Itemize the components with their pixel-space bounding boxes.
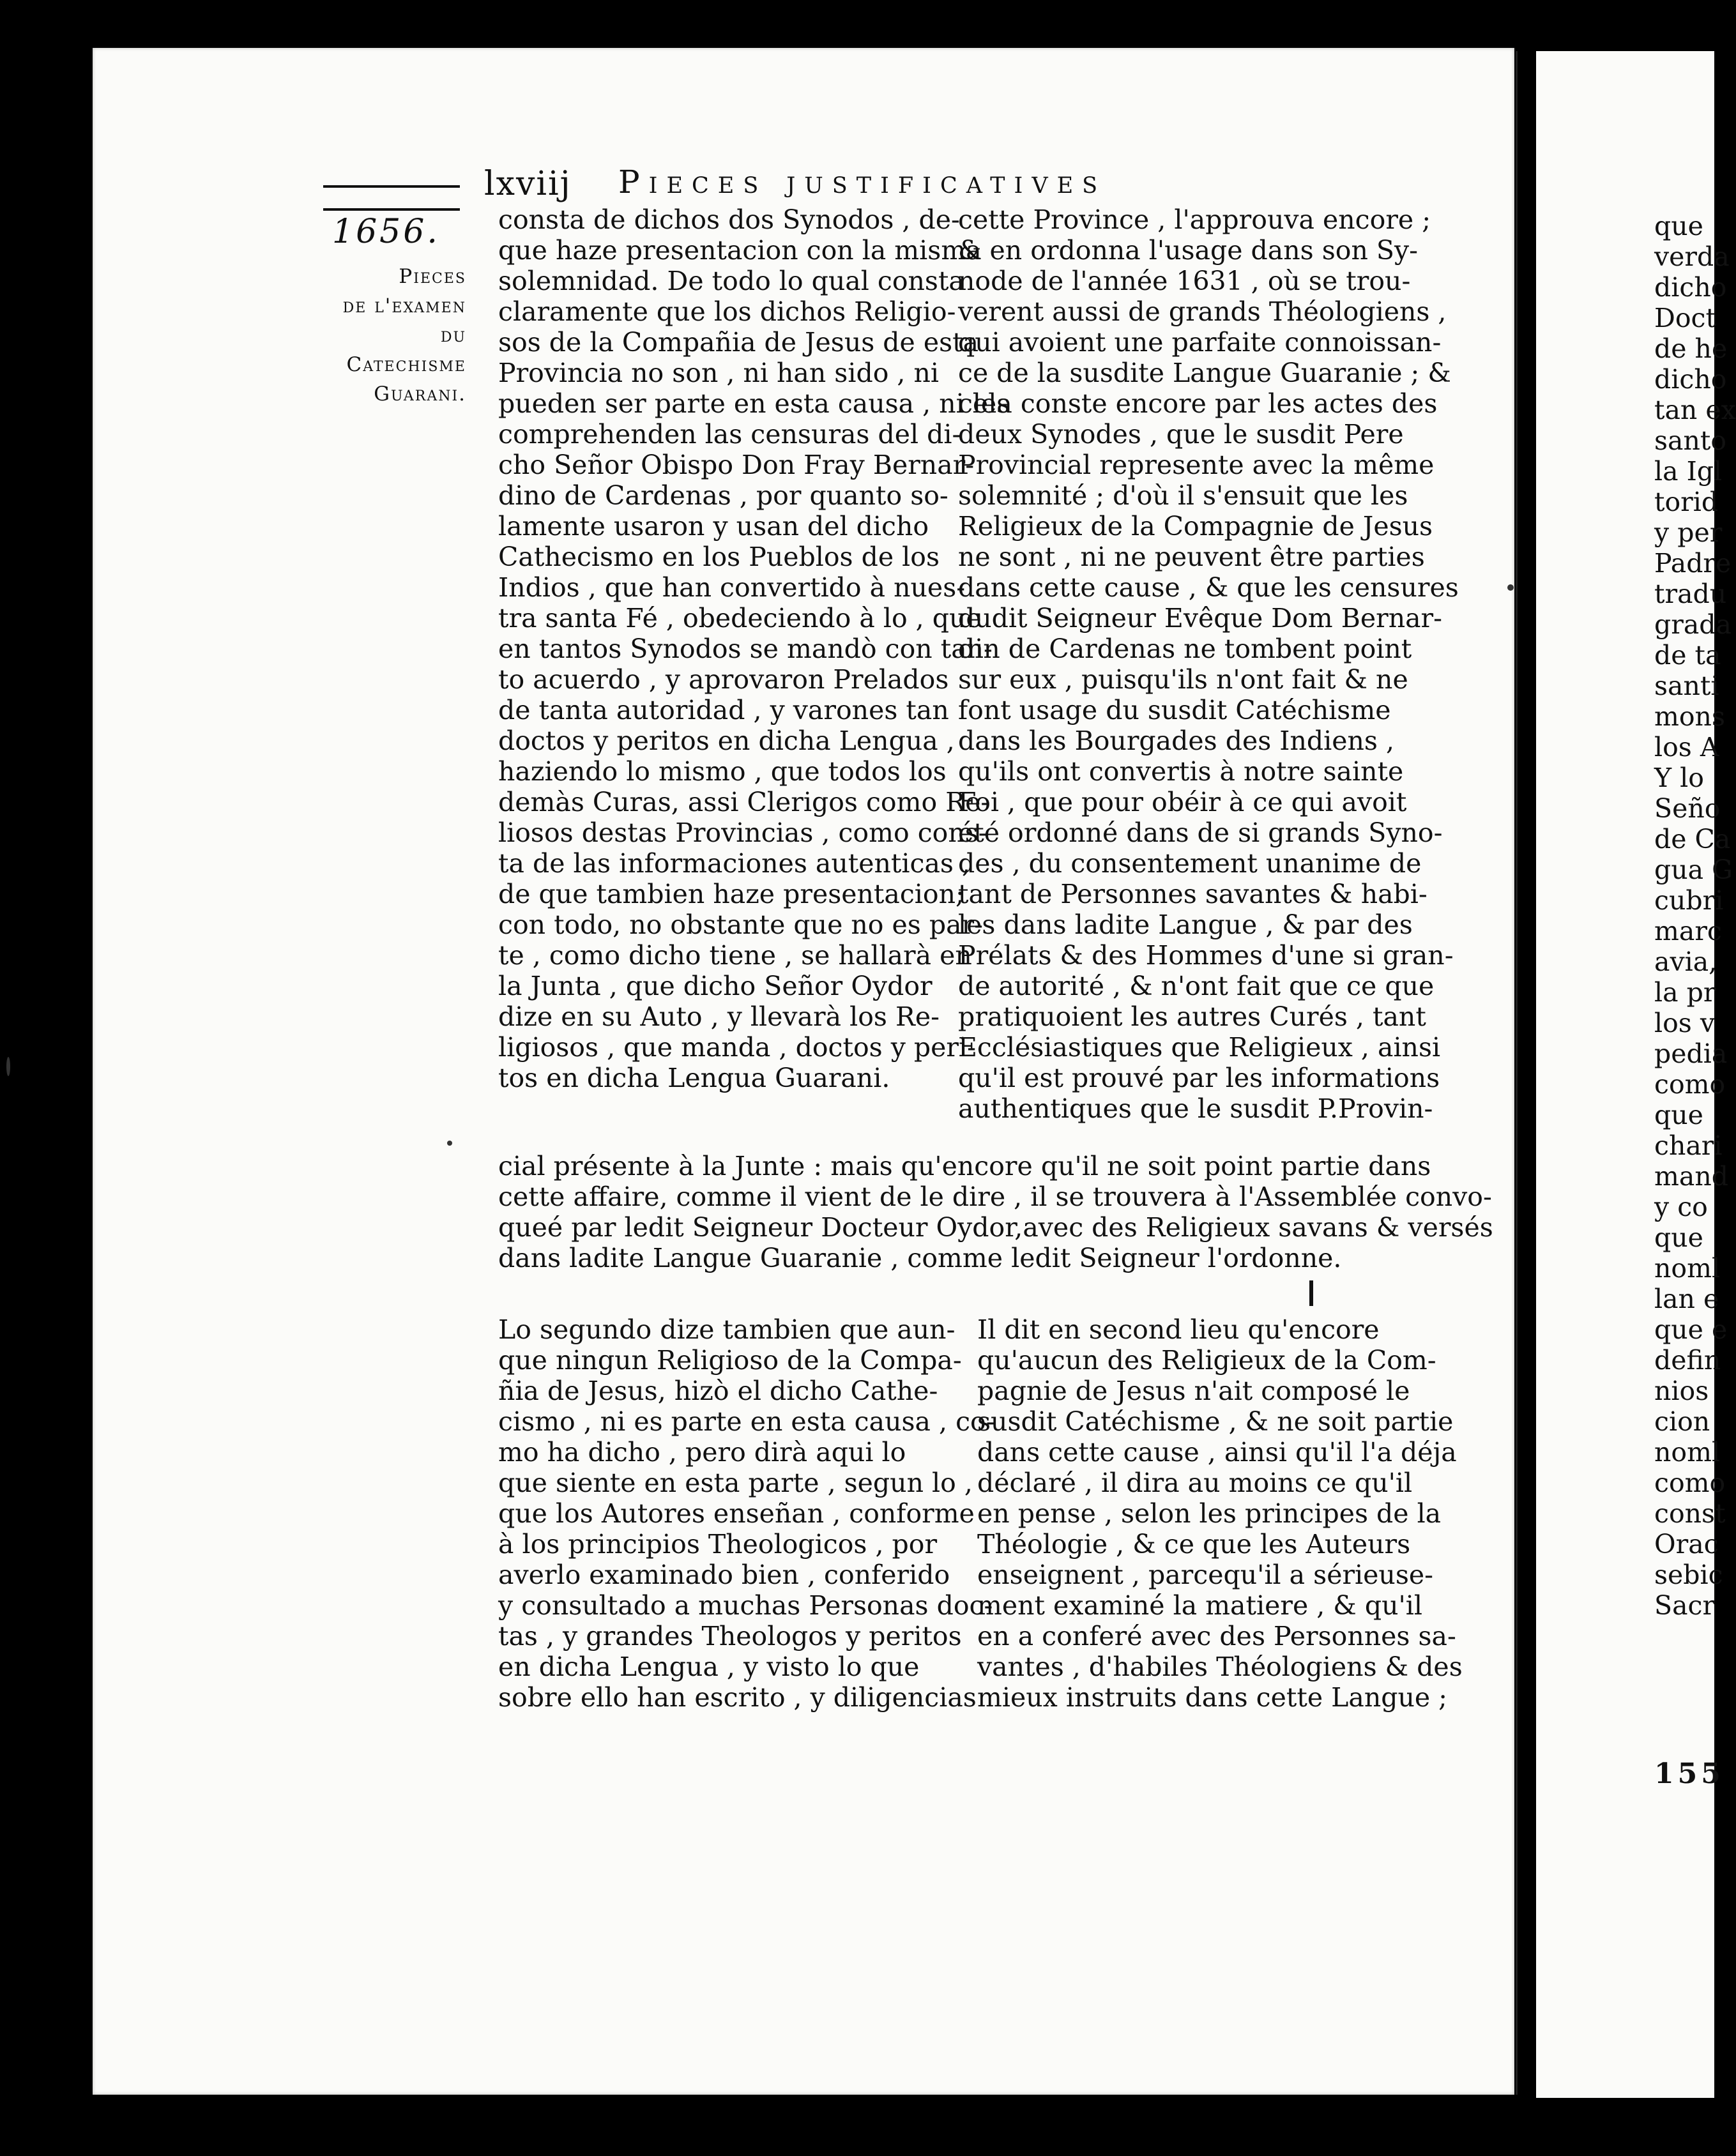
text-line: la pr xyxy=(1654,977,1716,1008)
text-line: claramente que los dichos Religio- xyxy=(498,296,956,327)
text-line: authentiques que le susdit P.Provin- xyxy=(958,1093,1433,1124)
text-line: tos en dicha Lengua Guarani. xyxy=(498,1063,890,1093)
text-line: de autorité , & n'ont fait que ce que xyxy=(958,971,1435,1001)
text-line: dans ladite Langue Guaranie , comme ledit Seigneur l'ordonne. xyxy=(498,1243,1342,1273)
text-line: liosos destas Provincias , como cons- xyxy=(498,817,987,848)
text-line: de he xyxy=(1654,333,1728,364)
text-line: cela conste encore par les actes des xyxy=(958,388,1438,419)
spanish-column-1 xyxy=(498,204,1010,1093)
text-line: comprehenden las censuras del di- xyxy=(498,419,961,450)
text-line: Lo segundo dize tambien que aun- xyxy=(498,1314,956,1345)
text-line: la Igl xyxy=(1654,456,1723,487)
text-line: const xyxy=(1654,1498,1726,1529)
next-page-column xyxy=(1654,211,1736,1621)
text-line: los v xyxy=(1654,1008,1716,1038)
margin-note xyxy=(319,262,466,409)
text-line: dicho xyxy=(1654,364,1727,395)
text-line: ment examiné la matiere , & qu'il xyxy=(977,1590,1422,1621)
text-line: enseignent , parcequ'il a sérieuse- xyxy=(977,1560,1433,1590)
margin-note-line: Catechisme xyxy=(346,353,466,376)
text-line: los A xyxy=(1654,732,1719,763)
ink-speck xyxy=(1507,584,1514,591)
margin-note-line: Pieces xyxy=(399,265,466,288)
text-line: de ta xyxy=(1654,640,1721,671)
text-line: que xyxy=(1654,1100,1703,1130)
text-line: santi xyxy=(1654,671,1719,701)
text-line: Foi , que pour obéir à ce qui avoit xyxy=(958,787,1407,817)
text-line: déclaré , il dira au moins ce qu'il xyxy=(977,1468,1413,1498)
text-line: lan e xyxy=(1654,1284,1719,1314)
text-line: de tanta autoridad , y varones tan xyxy=(498,695,949,725)
text-line: mand xyxy=(1654,1161,1728,1192)
margin-year: 1656. xyxy=(332,213,440,251)
text-line: mieux instruits dans cette Langue ; xyxy=(977,1682,1447,1713)
text-line: été ordonné dans de si grands Syno- xyxy=(958,817,1443,848)
text-line: demàs Curas, assi Clerigos como Re- xyxy=(498,787,990,817)
text-line: to acuerdo , y aprovaron Prelados xyxy=(498,664,949,695)
text-line: dicho xyxy=(1654,272,1727,303)
text-line: font usage du susdit Catéchisme xyxy=(958,695,1391,725)
text-line: en tantos Synodos se mandò con tan- xyxy=(498,634,993,664)
text-line: node de l'année 1631 , où se trou- xyxy=(958,266,1411,296)
text-line: Prélats & des Hommes d'une si gran- xyxy=(958,940,1454,971)
text-line: que siente en esta parte , segun lo , xyxy=(498,1468,973,1498)
text-line: noml xyxy=(1654,1253,1721,1284)
french-column-1 xyxy=(958,204,1459,1124)
text-line: cho Señor Obispo Don Fray Bernar- xyxy=(498,450,975,480)
text-line: tant de Personnes savantes & habi- xyxy=(958,879,1428,909)
text-line: dino de Cardenas , por quanto so- xyxy=(498,480,948,511)
text-line: Ecclésiastiques que Religieux , ainsi xyxy=(958,1032,1441,1063)
text-line: ne sont , ni ne peuvent être parties xyxy=(958,542,1425,572)
text-line: como xyxy=(1654,1468,1726,1498)
text-line: & en ordonna l'usage dans son Sy- xyxy=(958,235,1418,266)
text-line: dans cette cause , & que les censures xyxy=(958,572,1459,603)
text-line: solemnité ; d'où il s'ensuit que les xyxy=(958,480,1408,511)
text-line: y consultado a muchas Personas doc- xyxy=(498,1590,993,1621)
text-line: cette Province , l'approuva encore ; xyxy=(958,204,1431,235)
text-line: Doct xyxy=(1654,303,1716,333)
text-line: à los principios Theologicos , por xyxy=(498,1529,938,1560)
text-line: Il dit en second lieu qu'encore xyxy=(977,1314,1380,1345)
french-column-2 xyxy=(977,1314,1463,1713)
text-line: nios xyxy=(1654,1376,1709,1406)
text-line: te , como dicho tiene , se hallarà en xyxy=(498,940,972,971)
text-line: marc xyxy=(1654,916,1722,946)
text-line: Seño xyxy=(1654,793,1721,824)
text-line: Y lo xyxy=(1654,763,1704,793)
text-line: cette affaire, comme il vient de le dire , il se trouvera à l'Assemblée convo- xyxy=(498,1181,1492,1212)
text-line: verda xyxy=(1654,241,1730,272)
text-line: Padre xyxy=(1654,548,1732,579)
margin-note-line: du xyxy=(440,324,466,347)
text-line: pueden ser parte en esta causa , ni les xyxy=(498,388,1010,419)
text-line: dans les Bourgades des Indiens , xyxy=(958,725,1395,756)
text-line: tan ex xyxy=(1654,395,1736,425)
text-line: defin xyxy=(1654,1345,1721,1376)
text-line: mons xyxy=(1654,701,1726,732)
text-line: ta de las informaciones autenticas , xyxy=(498,848,971,879)
page-number: lxviij xyxy=(484,165,572,203)
text-line: y per xyxy=(1654,517,1723,548)
text-line: haziendo lo mismo , que todos los xyxy=(498,756,947,787)
text-line: de Ca xyxy=(1654,824,1731,854)
text-line: mo ha dicho , pero dirà aqui lo xyxy=(498,1437,906,1468)
text-line: y co xyxy=(1654,1192,1708,1222)
text-line: como xyxy=(1654,1069,1726,1100)
text-line: des , du consentement unanime de xyxy=(958,848,1422,879)
text-line: Indios , que han convertido à nues- xyxy=(498,572,966,603)
page-gutter xyxy=(1516,51,1518,2095)
text-line: sos de la Compañia de Jesus de esta xyxy=(498,327,979,358)
text-line: la Junta , que dicho Señor Oydor xyxy=(498,971,933,1001)
text-line: deux Synodes , que le susdit Pere xyxy=(958,419,1404,450)
text-line: en a conferé avec des Personnes sa- xyxy=(977,1621,1456,1651)
text-line: cubri xyxy=(1654,885,1724,916)
text-line: ligiosos , que manda , doctos y peri- xyxy=(498,1032,976,1063)
text-line: torid xyxy=(1654,487,1719,517)
text-line: qu'il est prouvé par les informations xyxy=(958,1063,1440,1093)
text-line: Provincia no son , ni han sido , ni xyxy=(498,358,939,388)
text-line: queé par ledit Seigneur Docteur Oydor,avec des Religieux savans & versés xyxy=(498,1212,1493,1243)
paragraph-end-mark xyxy=(1309,1280,1313,1306)
text-line: sebic xyxy=(1654,1560,1723,1590)
text-line: ce de la susdite Langue Guaranie ; & xyxy=(958,358,1451,388)
text-line: gua G xyxy=(1654,854,1733,885)
text-line: qu'aucun des Religieux de la Com- xyxy=(977,1345,1436,1376)
text-line: sobre ello han escrito , y diligencias xyxy=(498,1682,977,1713)
text-line: averlo examinado bien , conferido xyxy=(498,1560,950,1590)
text-line: que haze presentacion con la misma xyxy=(498,235,982,266)
text-line: sur eux , puisqu'ils n'ont fait & ne xyxy=(958,664,1408,695)
margin-note-line: de l'examen xyxy=(342,294,466,317)
text-line: grada xyxy=(1654,609,1732,640)
text-line: que ningun Religioso de la Compa- xyxy=(498,1345,962,1376)
ink-speck xyxy=(6,1057,10,1076)
french-full-width xyxy=(498,1151,1493,1273)
text-line: verent aussi de grands Théologiens , xyxy=(958,296,1447,327)
spanish-column-2 xyxy=(498,1314,995,1713)
text-line: din de Cardenas ne tombent point xyxy=(958,634,1412,664)
text-line: santo xyxy=(1654,425,1727,456)
text-line: consta de dichos dos Synodos , de- xyxy=(498,204,960,235)
text-line: qu'ils ont convertis à notre sainte xyxy=(958,756,1404,787)
text-line: ñia de Jesus, hizò el dicho Cathe- xyxy=(498,1376,938,1406)
text-line: Religieux de la Compagnie de Jesus xyxy=(958,511,1433,542)
text-line: con todo, no obstante que no es par- xyxy=(498,909,983,940)
text-line: vantes , d'habiles Théologiens & des xyxy=(977,1651,1463,1682)
text-line: noml xyxy=(1654,1437,1721,1468)
text-line: Théologie , & ce que les Auteurs xyxy=(977,1529,1411,1560)
text-line: Provincial represente avec la même xyxy=(958,450,1435,480)
text-line: pagnie de Jesus n'ait composé le xyxy=(977,1376,1410,1406)
text-line: que xyxy=(1654,1222,1703,1253)
ink-speck xyxy=(447,1141,452,1146)
text-line: avia, xyxy=(1654,946,1717,977)
text-line: qui avoient une parfaite connoissan- xyxy=(958,327,1442,358)
text-line: cismo , ni es parte en esta causa , co- xyxy=(498,1406,995,1437)
margin-note-line: Guarani. xyxy=(374,383,466,406)
text-line: les dans ladite Langue , & par des xyxy=(958,909,1413,940)
margin-rule xyxy=(323,208,460,211)
text-line: en pense , selon les principes de la xyxy=(977,1498,1442,1529)
header-rule xyxy=(323,185,460,188)
text-line: cion xyxy=(1654,1406,1710,1437)
text-line: tra santa Fé , obedeciendo à lo , que xyxy=(498,603,982,634)
text-line: de que tambien haze presentacion; xyxy=(498,879,964,909)
text-line: lamente usaron y usan del dicho xyxy=(498,511,929,542)
text-line: que e xyxy=(1654,1314,1728,1345)
text-line: tradu xyxy=(1654,579,1727,609)
text-line: solemnidad. De todo lo qual consta xyxy=(498,266,964,296)
text-line: dans cette cause , ainsi qu'il l'a déja xyxy=(977,1437,1457,1468)
text-line: dudit Seigneur Evêque Dom Bernar- xyxy=(958,603,1442,634)
text-line: Cathecismo en los Pueblos de los xyxy=(498,542,940,572)
text-line: susdit Catéchisme , & ne soit partie xyxy=(977,1406,1454,1437)
text-line: chari xyxy=(1654,1130,1723,1161)
text-line: pedia xyxy=(1654,1038,1728,1069)
running-title: Pieces justificatives xyxy=(618,163,1107,201)
text-line: cial présente à la Junte : mais qu'encore qu'il ne soit point partie dans xyxy=(498,1151,1431,1181)
text-line: tas , y grandes Theologos y peritos xyxy=(498,1621,962,1651)
text-line: que xyxy=(1654,211,1703,241)
text-line: que los Autores enseñan , conforme xyxy=(498,1498,975,1529)
text-line: doctos y peritos en dicha Lengua , xyxy=(498,725,955,756)
catchword: 155 xyxy=(1654,1757,1725,1790)
text-line: Orac xyxy=(1654,1529,1719,1560)
text-line: dize en su Auto , y llevarà los Re- xyxy=(498,1001,940,1032)
text-line: en dicha Lengua , y visto lo que xyxy=(498,1651,920,1682)
text-line: pratiquoient les autres Curés , tant xyxy=(958,1001,1426,1032)
text-line: Sacr xyxy=(1654,1590,1716,1621)
